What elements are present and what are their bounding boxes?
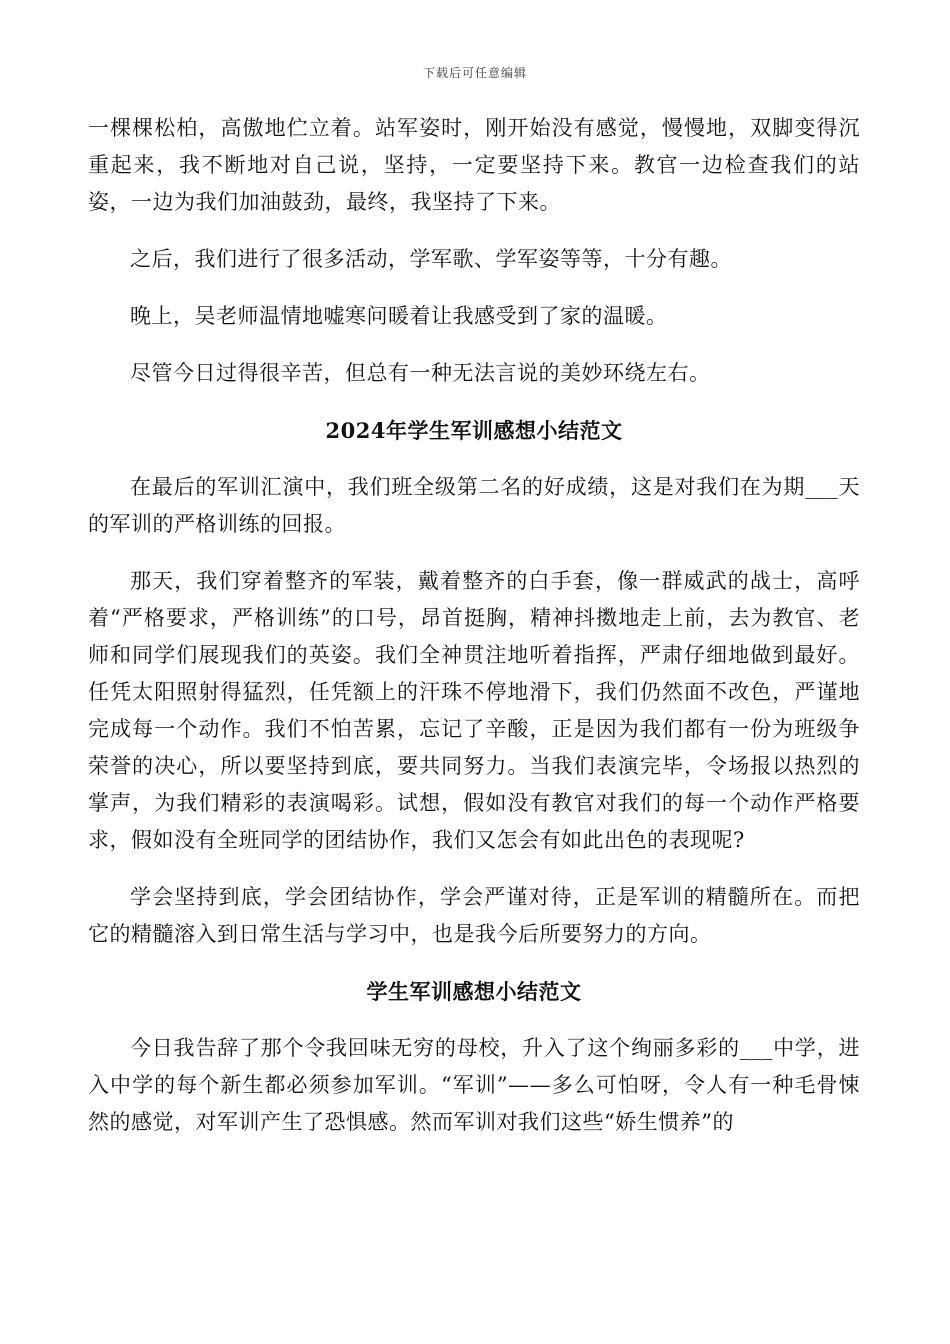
paragraph: 尽管今日过得很辛苦，但总有一种无法言说的美妙环绕左右。 (130, 361, 711, 385)
paragraph-continued: 一棵棵松柏，高傲地伫立着。站军姿时，刚开始没有感觉，慢慢地，双脚变得沉重起来，我不断地对自己说，坚持，一定要坚持下来。教官一边检查我们的站姿，一边为我们加油鼓劲，最终，我坚持了下来。 (88, 116, 860, 214)
paragraph: 在最后的军训汇演中，我们班全级第二名的好成绩，这是对我们在为期___天的军训的严格训练的回报。 (88, 475, 860, 536)
paragraph: 之后，我们进行了很多活动，学军歌、学军姿等等，十分有趣。 (130, 247, 732, 271)
paragraph: 晚上，吴老师温情地嘘寒问暖着让我感受到了家的温暖。 (130, 304, 668, 328)
paragraph: 那天，我们穿着整齐的军装，戴着整齐的白手套，像一群威武的战士，高呼着“严格要求，严格训练”的口号，昂首挺胸，精神抖擞地走上前，去为教官、老师和同学们展现我们的英姿。我们全神贯注地听着指挥，严肃仔细地做到最好。任凭太阳照射得猛烈，任凭额上的汗珠不停地滑下，我们仍然面不改色，严谨地完成每一个动作。我们不怕苦累，忘记了辛酸，正是因为我们都有一份为班级争荣誉的决心，所以要坚持到底，要共同努力。当我们表演完毕，令场报以热烈的掌声，为我们精彩的表演喝彩。试想，假如没有教官对我们的每一个动作严格要求，假如没有全班同学的团结协作，我们又怎会有如此出色的表现呢? (88, 569, 860, 852)
paragraph: 今日我告辞了那个令我回味无穷的母校，升入了这个绚丽多彩的___中学，进入中学的每个新生都必须参加军训。“军训”——多么可怕呀，令人有一种毛骨悚然的感觉，对军训产生了恐惧感。然而军训对我们这些“娇生惯养”的 (88, 1036, 860, 1134)
section-heading: 学生军训感想小结范文 (366, 979, 582, 1004)
document-body (88, 110, 860, 1161)
section-heading-2024: 2024年学生军训感想小结范文 (325, 418, 623, 443)
paragraph: 学会坚持到底，学会团结协作，学会严谨对待，正是军训的精髓所在。而把它的精髓溶入到日常生活与学习中，也是我今后所要努力的方向。 (88, 885, 860, 946)
page-header: 下载后可任意编辑 (422, 66, 527, 80)
